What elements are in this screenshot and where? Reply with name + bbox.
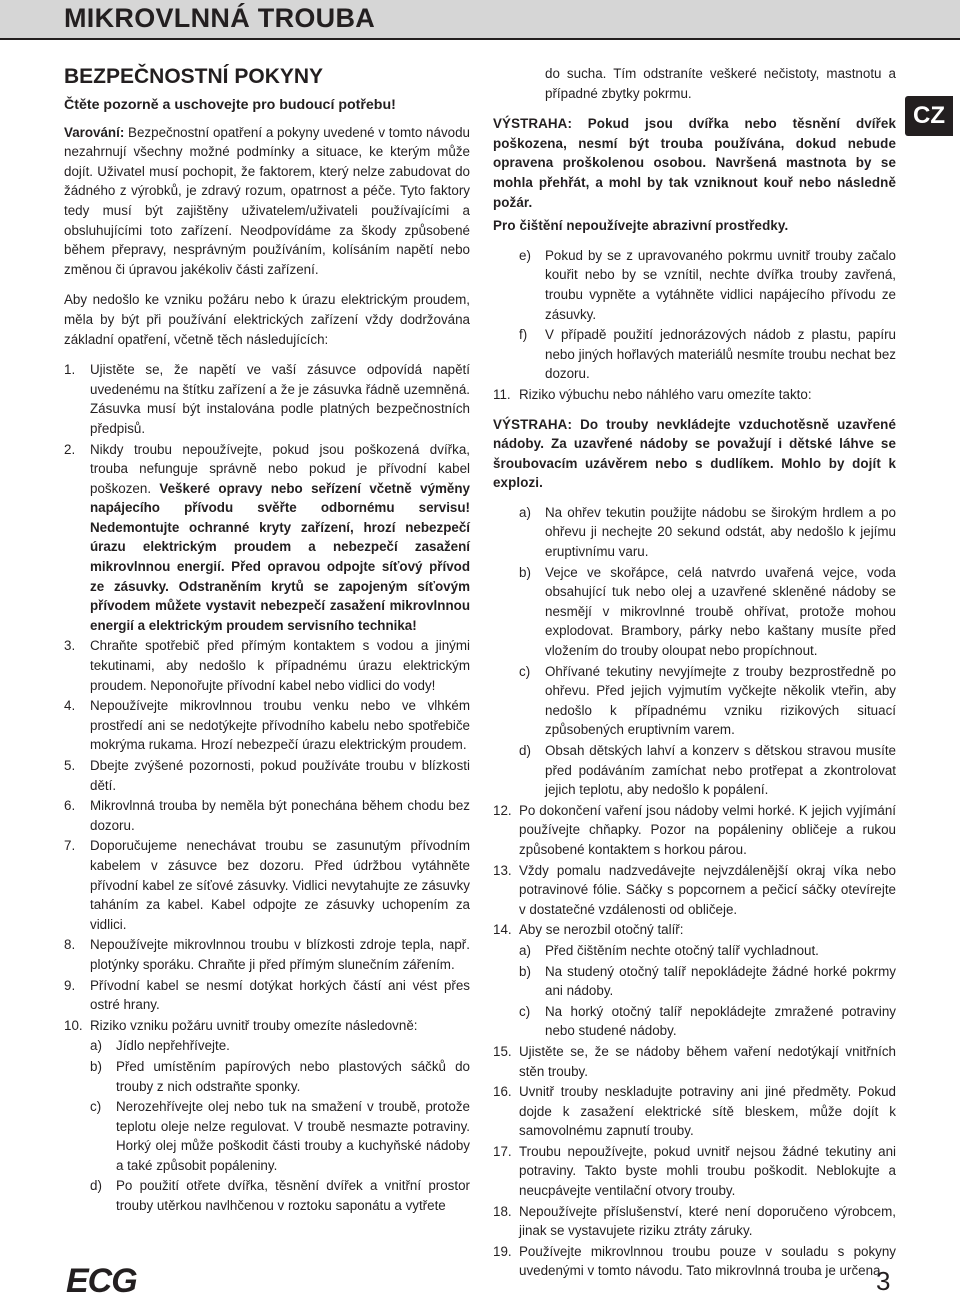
item-number: 11. [493, 386, 511, 402]
list-item [64, 935, 470, 974]
sub-text: Ohřívané tekutiny nevyjímejte z trouby bezprostředně po ohřevu. Před jejich vyjmutím vyčkejte několik vteřin, aby nedošlo k případnému vzniku rizikových situací způsobených eruptivním varem. [545, 663, 896, 738]
list-item [493, 1242, 896, 1281]
item-text: Dbejte zvýšené pozornosti, pokud používáte troubu v blízkosti dětí. [90, 758, 470, 793]
sub-list-item [519, 662, 896, 740]
item-number: 10. [64, 1017, 83, 1033]
item-text: Vždy pomalu nadzvedávejte nejvzdálenější okraj víka nebo potravinové fólie. Sáčky s popcornem a pečicí sáčky otevírejte v dostatečné vzdálenosti od obličeje. [519, 862, 896, 917]
list-item [64, 360, 470, 438]
section-subtitle: Čtěte pozorně a uschovejte pro budoucí potřebu! [64, 97, 396, 113]
item-text: Uvnitř trouby neskladujte potraviny ani jiné předměty. Pokud dojde k zasažení elektrické sítě bleskem, může dojít k samovolnému zapnutí trouby. [519, 1084, 896, 1139]
list-item [64, 756, 470, 795]
sub-list-item [90, 1097, 470, 1175]
warning-door: VÝSTRAHA: Pokud jsou dvířka nebo těsnění dvířek poškozena, nesmí být trouba používána, dokud nebude opravena proškolenou osobou. Navršená mastnota by se mohla přehřát, a mohl by tak vzniknout kouř nebo následně požár. [493, 116, 896, 210]
item-text: Doporučujeme nenechávat troubu se zasunutým přívodním kabelem v zásuvce bez dozoru. Před údržbou vytáhněte přívodní kabel ze síťové zásuvky. Vidlici nevytahujte ze zásuvky taháním za kabel. Kabel odpojte ze zásuvky uchopením za vidlici. [90, 838, 470, 932]
item-number: 13. [493, 862, 512, 878]
warning-text: Bezpečnostní opatření a pokyny uvedené v tomto návodu nezahrnují všechny možné podmínky a situace, ke kterým může dojít. Uživatel musí pochopit, že faktorem, který nelze zabudovat do žádného z výrobků, je zdravý rozum, opatrnost a péče. Tyto faktory tedy musí být zajištěny uživatelem/uživateli používajícími a obsluhujícími toto zařízení. Neodpovídáme za škody způsobené během přepravy, nesprávným používáním, kolísáním napětí nebo změnou či úpravou jakékoliv části zařízení. [64, 124, 470, 277]
item-text: Riziko vzniku požáru uvnitř trouby omezíte následovně: [90, 1017, 418, 1033]
sub-letter: c) [519, 1003, 531, 1019]
language-tab: CZ [905, 96, 953, 136]
right-column [493, 64, 896, 1282]
item-number: 1. [64, 362, 76, 378]
sub-letter: c) [90, 1099, 102, 1115]
sub-letter: b) [519, 564, 531, 580]
page-number: 3 [876, 1266, 891, 1296]
sub-text: Obsah dětských lahví a konzerv s dětskou stravou musíte před podáváním zamíchat nebo protřepat a zkontrolovat jejich teplotu, aby nedošlo k popálení. [545, 743, 896, 798]
list-item [64, 836, 470, 934]
item-text: Ujistěte se, že napětí ve vaší zásuvce odpovídá napětí uvedenému na štítku zařízení a že je zásuvka řádně uzemněná. Zásuvka musí být instalována podle platných bezpečnostních předpisů. [90, 362, 470, 436]
item-number: 19. [493, 1243, 512, 1259]
item-number: 4. [64, 698, 76, 714]
section-title: BEZPEČNOSTNÍ POKYNY [64, 65, 324, 88]
sub-letter: a) [519, 942, 531, 958]
list-item [64, 976, 470, 1015]
item-text: Troubu nepoužívejte, pokud uvnitř nejsou žádné tekutiny ani potraviny. Takto byste mohli troubu poškodit. Neblokujte a neucpávejte ventilační otvory trouby. [519, 1143, 896, 1199]
item-number: 15. [493, 1043, 512, 1059]
sub-text: Na studený otočný talíř nepokládejte žádné horké pokrmy ani nádoby. [545, 963, 896, 999]
sub-letter: b) [90, 1058, 102, 1074]
sub-letter: c) [519, 663, 531, 679]
item-text: Riziko výbuchu nebo náhlého varu omezíte takto: [519, 386, 812, 402]
sub-letter: e) [519, 247, 531, 263]
sub-text: Před čištěním nechte otočný talíř vychladnout. [545, 942, 819, 958]
list-item [493, 1142, 896, 1201]
list-item [493, 1082, 896, 1141]
list-item [64, 796, 470, 835]
list-item [493, 385, 896, 405]
item-text-plain: Nikdy troubu nepoužívejte, pokud jsou poškozená dvířka, trouba nefunguje správně nebo pokud je přívodní kabel poškozen. [90, 441, 470, 496]
list-item [64, 1016, 470, 1036]
sub-list-item [519, 325, 896, 384]
intro-paragraph: Aby nedošlo ke vzniku požáru nebo k úrazu elektrickým proudem, měla by být při používání elektrických zařízení vždy dodržována základní opatření, včetně těch následujících: [64, 292, 470, 347]
header-divider [0, 38, 960, 40]
sub-list-item [90, 1036, 470, 1056]
item-text [90, 440, 470, 636]
item-number: 9. [64, 977, 76, 993]
item-text: Chraňte spotřebič před přímým kontaktem s vodou a jinými tekutinami, aby nedošlo k případnému úrazu elektrickým proudem. Neponořujte přívodní kabel nebo vidlici do vody! [90, 638, 470, 693]
sub-list-item [519, 246, 896, 324]
item-number: 8. [64, 937, 76, 953]
sub-letter: d) [90, 1178, 102, 1194]
list-item [64, 636, 470, 695]
sub-list-item [519, 941, 896, 961]
list-item [493, 1042, 896, 1081]
sub-list-item [519, 1002, 896, 1041]
item-number: 2. [64, 441, 76, 457]
warning-abrasive: Pro čištění nepoužívejte abrazivní prostředky. [493, 218, 789, 234]
list-item [64, 696, 470, 755]
warning-label: Varování: [64, 124, 125, 140]
item-text: Nepoužívejte příslušenství, které není doporučeno výrobcem, jinak se vystavujete riziku ztráty záruky. [519, 1203, 896, 1239]
sub-text: Nerozehřívejte olej nebo tuk na smažení v troubě, protože teplotu oleje nelze regulovat. V troubě nesmazte potraviny. Horký olej může poškodit části trouby a kuchyňské nádoby a také způsobit popáleniny. [116, 1099, 470, 1173]
warning-sealed: VÝSTRAHA: Do trouby nevkládejte vzduchotěsně uzavřené nádoby. Za uzavřené nádoby se považují i dětské láhve se šroubovacím uzávěrem nebo s dudlíkem. Mohlo by dojít k explozi. [493, 416, 896, 491]
sub-text: Na horký otočný talíř nepokládejte zmražené potraviny nebo studené nádoby. [545, 1003, 896, 1039]
list-item [493, 1202, 896, 1241]
sub-letter: f) [519, 327, 528, 343]
item-text: Přívodní kabel se nesmí dotýkat horkých částí ani vést přes ostré hrany. [90, 977, 470, 1013]
item-number: 6. [64, 798, 76, 814]
item-number: 16. [493, 1084, 512, 1100]
sub-text: Jídlo nepřehřívejte. [116, 1038, 230, 1054]
item-number: 5. [64, 758, 76, 773]
item-text: Mikrovlnná trouba by neměla být ponechána během chodu bez dozoru. [90, 798, 470, 833]
item-text-bold: Veškeré opravy nebo seřízení včetně výměny napájecího přívodu svěřte odbornému servisu! Nedemontujte ochranné kryty zařízení, hrozí nebezpečí úrazu elektrickým proudem a nebezpečí zasažení mikrovlnnou energií. Před opravou odpojte síťový přívod ze zásuvky. Odstraněním krytů se zapojeným síťovým přívodem můžete vystavit nebezpečí zasažení mikrovlnnou energií a elektrickým proudem servisního technika! [90, 480, 470, 633]
sub-list-item [519, 503, 896, 562]
sub-list-item [519, 962, 896, 1001]
sub-list-item [519, 741, 896, 800]
item-text: Používejte mikrovlnnou troubu pouze v souladu s pokyny uvedenými v tomto návodu. Tato mikrovlnná trouba je určena [519, 1243, 896, 1279]
list-item [493, 920, 896, 940]
sub-list-item [90, 1057, 470, 1096]
continued-text: do sucha. Tím odstraníte veškeré nečistoty, mastnotu a případné zbytky pokrmu. [545, 66, 896, 101]
sub-letter: b) [519, 963, 531, 979]
sub-text: Po použití otřete dvířka, těsnění dvířek a vnitřní prostor trouby utěrkou navlhčenou v roztoku saponátu a vytřete [116, 1178, 470, 1214]
sub-list-item [90, 1176, 470, 1215]
item-number: 18. [493, 1203, 512, 1219]
item-number: 3. [64, 638, 76, 654]
warning-intro [64, 123, 470, 280]
page-title: MIKROVLNNÁ TROUBA [64, 3, 376, 33]
item-number: 14. [493, 922, 512, 938]
sub-text: Vejce ve skořápce, celá natvrdo uvařená vejce, voda obsahující tuk nebo olej a uzavřené skleněné nádoby se nesmějí v mikrovlnné troubě ohřívat, protože mohou explodovat. Brambory, párky nebo kaštany musíte před vložením do trouby oloupat nebo propíchnout. [545, 564, 896, 659]
sub-letter: a) [90, 1038, 102, 1054]
item-text: Ujistěte se, že se nádoby během vaření nedotýkají vnitřních stěn trouby. [519, 1043, 896, 1079]
list-item [493, 861, 896, 920]
list-item [64, 440, 470, 636]
left-column [64, 60, 470, 1217]
item-text: Nepoužívejte mikrovlnnou troubu v blízkosti zdroje tepla, např. plotýnky sporáku. Chraňte ji před přímým slunečním zářením. [90, 937, 470, 972]
item-text: Nepoužívejte mikrovlnnou troubu venku nebo ve vlhkém prostředí ani se nedotýkejte přívodního kabelu nebo spotřebiče mokrýma rukama. Hrozí nebezpečí úrazu elektrickým proudem. [90, 698, 470, 753]
item-text: Aby se nerozbil otočný talíř: [519, 922, 684, 938]
brand-logo: ECG [66, 1262, 137, 1300]
sub-text: Na ohřev tekutin použijte nádobu se širokým hrdlem a po ohřevu ji nechejte 20 sekund odstát, aby nedošlo k jejímu eruptivnímu varu. [545, 504, 896, 560]
list-item [493, 801, 896, 860]
sub-text: V případě použití jednorázových nádob z plastu, papíru nebo jiných hořlavých materiálů nesmíte troubu nechat bez dozoru. [545, 327, 896, 382]
sub-text: Pokud by se z upravovaného pokrmu uvnitř trouby začalo kouřit nebo by se vznítil, nechte dvířka trouby zavřená, troubu vypněte a vytáhněte vidlici napájecího přívodu ze zásuvky. [545, 247, 896, 322]
sub-letter: d) [519, 743, 531, 758]
item-number: 7. [64, 838, 76, 854]
item-text: Po dokončení vaření jsou nádoby velmi horké. K jejich vyjímání používejte chňapky. Pozor na popáleniny obličeje a rukou způsobené kontaktem s horkou párou. [519, 802, 896, 857]
item-number: 12. [493, 802, 512, 818]
sub-list-item [519, 563, 896, 661]
sub-text: Před umístěním papírových nebo plastových sáčků do trouby z nich odstraňte sponky. [116, 1058, 470, 1094]
sub-letter: a) [519, 504, 531, 520]
item-number: 17. [493, 1143, 512, 1159]
